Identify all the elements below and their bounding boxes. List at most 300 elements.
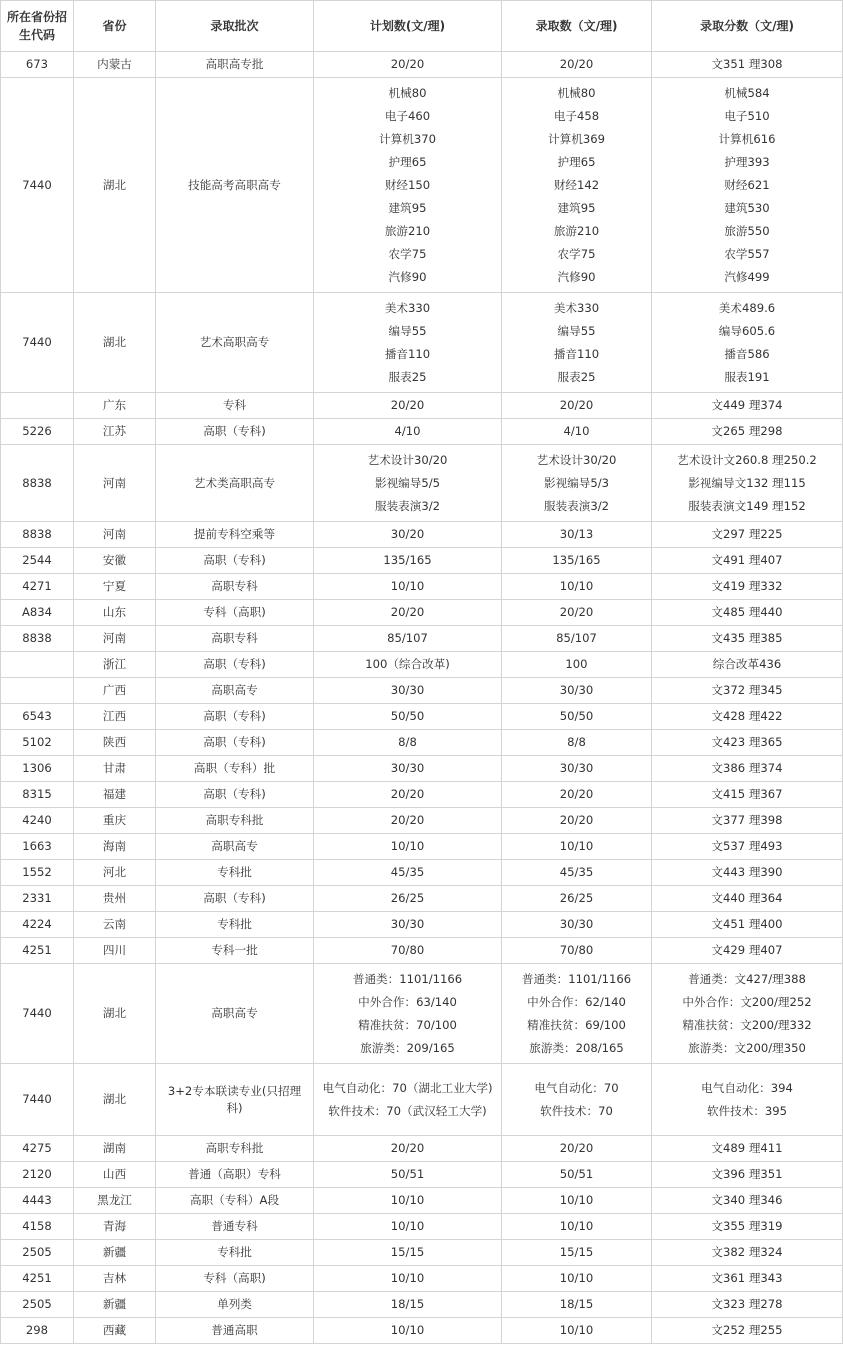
score-line: 文372 理345 bbox=[711, 683, 783, 697]
table-row bbox=[1, 419, 843, 445]
plan-line: 10/10 bbox=[390, 1323, 425, 1337]
cell-plan bbox=[314, 52, 502, 78]
admitted-line: 30/30 bbox=[559, 761, 594, 775]
admitted-line: 10/10 bbox=[559, 579, 594, 593]
table-row bbox=[1, 52, 843, 78]
plan-line: 10/10 bbox=[390, 1219, 425, 1233]
cell-score bbox=[652, 1240, 843, 1266]
table-row bbox=[1, 1064, 843, 1136]
cell-admitted bbox=[502, 419, 652, 445]
cell-batch: 专科 bbox=[156, 393, 314, 419]
cell-score bbox=[652, 808, 843, 834]
cell-code: 4271 bbox=[1, 574, 74, 600]
cell-score bbox=[652, 730, 843, 756]
cell-code: 1552 bbox=[1, 860, 74, 886]
table-body bbox=[1, 52, 843, 1344]
cell-province: 宁夏 bbox=[74, 574, 156, 600]
plan-line: 普通类：1101/1166 bbox=[352, 971, 463, 986]
cell-code: 4224 bbox=[1, 912, 74, 938]
cell-batch: 普通高职 bbox=[156, 1318, 314, 1344]
cell-province: 河南 bbox=[74, 522, 156, 548]
admitted-line: 普通类：1101/1166 bbox=[521, 971, 632, 986]
score-line: 汽修499 bbox=[724, 269, 770, 284]
plan-line: 45/35 bbox=[390, 865, 425, 879]
cell-score bbox=[652, 393, 843, 419]
cell-plan bbox=[314, 78, 502, 293]
cell-code: 4275 bbox=[1, 1136, 74, 1162]
cell-code: 2544 bbox=[1, 548, 74, 574]
cell-province: 吉林 bbox=[74, 1266, 156, 1292]
score-line: 文443 理390 bbox=[711, 865, 783, 879]
admitted-line: 20/20 bbox=[559, 57, 594, 71]
cell-code: 4240 bbox=[1, 808, 74, 834]
plan-line: 10/10 bbox=[390, 1193, 425, 1207]
plan-line: 旅游210 bbox=[384, 223, 431, 238]
cell-province: 福建 bbox=[74, 782, 156, 808]
admitted-line: 财经142 bbox=[553, 177, 600, 192]
cell-plan bbox=[314, 782, 502, 808]
cell-score bbox=[652, 886, 843, 912]
cell-admitted bbox=[502, 1214, 652, 1240]
cell-province: 江苏 bbox=[74, 419, 156, 445]
cell-score bbox=[652, 1162, 843, 1188]
cell-admitted bbox=[502, 1266, 652, 1292]
cell-code: 4158 bbox=[1, 1214, 74, 1240]
cell-admitted bbox=[502, 293, 652, 393]
cell-province: 海南 bbox=[74, 834, 156, 860]
cell-admitted bbox=[502, 912, 652, 938]
plan-line: 农学75 bbox=[388, 246, 427, 261]
header-code: 所在省份招生代码 bbox=[1, 1, 74, 52]
score-line: 文423 理365 bbox=[711, 735, 783, 749]
admitted-line: 135/165 bbox=[552, 553, 601, 567]
cell-code: 7440 bbox=[1, 1064, 74, 1136]
cell-batch: 高职高专 bbox=[156, 678, 314, 704]
admitted-line: 电气自动化：70 bbox=[534, 1080, 619, 1095]
cell-batch: 专科批 bbox=[156, 1240, 314, 1266]
score-line: 普通类：文427/理388 bbox=[688, 971, 806, 986]
plan-line: 软件技术：70（武汉轻工大学) bbox=[328, 1103, 487, 1118]
table-row bbox=[1, 1136, 843, 1162]
cell-plan bbox=[314, 730, 502, 756]
plan-line: 电子460 bbox=[384, 108, 431, 123]
cell-province: 河北 bbox=[74, 860, 156, 886]
cell-admitted bbox=[502, 574, 652, 600]
cell-province: 新疆 bbox=[74, 1240, 156, 1266]
cell-batch: 专科批 bbox=[156, 860, 314, 886]
plan-line: 影视编导5/5 bbox=[374, 475, 441, 490]
table-row bbox=[1, 730, 843, 756]
score-line: 播音586 bbox=[724, 346, 770, 361]
cell-code: 2505 bbox=[1, 1240, 74, 1266]
cell-admitted bbox=[502, 1064, 652, 1136]
table-row bbox=[1, 600, 843, 626]
admitted-line: 护理65 bbox=[557, 154, 596, 169]
cell-admitted bbox=[502, 52, 652, 78]
table-row bbox=[1, 704, 843, 730]
plan-line: 中外合作：63/140 bbox=[358, 994, 457, 1009]
plan-line: 18/15 bbox=[390, 1297, 425, 1311]
table-row bbox=[1, 782, 843, 808]
cell-score bbox=[652, 782, 843, 808]
cell-admitted bbox=[502, 938, 652, 964]
cell-admitted bbox=[502, 886, 652, 912]
table-row bbox=[1, 626, 843, 652]
score-line: 文440 理364 bbox=[711, 891, 783, 905]
cell-score bbox=[652, 574, 843, 600]
cell-batch: 高职专科 bbox=[156, 626, 314, 652]
admitted-line: 机械80 bbox=[557, 85, 596, 100]
plan-line: 计算机370 bbox=[379, 131, 436, 146]
cell-plan bbox=[314, 445, 502, 522]
cell-plan bbox=[314, 1318, 502, 1344]
cell-score bbox=[652, 419, 843, 445]
score-line: 电子510 bbox=[724, 108, 770, 123]
plan-line: 播音110 bbox=[384, 346, 431, 361]
cell-batch: 专科（高职) bbox=[156, 1266, 314, 1292]
cell-province: 河南 bbox=[74, 445, 156, 522]
cell-batch: 高职（专科) bbox=[156, 548, 314, 574]
cell-score bbox=[652, 78, 843, 293]
cell-score bbox=[652, 1136, 843, 1162]
cell-plan bbox=[314, 1064, 502, 1136]
cell-plan bbox=[314, 652, 502, 678]
cell-code: 4251 bbox=[1, 1266, 74, 1292]
cell-code: 4251 bbox=[1, 938, 74, 964]
plan-line: 30/30 bbox=[390, 917, 425, 931]
admitted-line: 30/13 bbox=[559, 527, 594, 541]
cell-province: 云南 bbox=[74, 912, 156, 938]
score-line: 文382 理324 bbox=[711, 1245, 783, 1259]
cell-batch: 高职专科 bbox=[156, 574, 314, 600]
cell-code bbox=[1, 393, 74, 419]
cell-code: 298 bbox=[1, 1318, 74, 1344]
cell-admitted bbox=[502, 730, 652, 756]
cell-province: 山东 bbox=[74, 600, 156, 626]
plan-line: 旅游类：209/165 bbox=[360, 1040, 455, 1055]
cell-batch: 技能高考高职高专 bbox=[156, 78, 314, 293]
score-line: 文355 理319 bbox=[711, 1219, 783, 1233]
table-row bbox=[1, 1214, 843, 1240]
score-line: 旅游类：文200/理350 bbox=[688, 1040, 806, 1055]
admitted-line: 8/8 bbox=[567, 735, 586, 749]
admitted-line: 软件技术：70 bbox=[540, 1103, 613, 1118]
score-line: 文485 理440 bbox=[711, 605, 783, 619]
table-row bbox=[1, 964, 843, 1064]
plan-line: 30/30 bbox=[390, 683, 425, 697]
admitted-line: 中外合作：62/140 bbox=[527, 994, 626, 1009]
admitted-line: 20/20 bbox=[559, 813, 594, 827]
score-line: 艺术设计文260.8 理250.2 bbox=[677, 452, 817, 467]
cell-code: 8838 bbox=[1, 626, 74, 652]
admitted-line: 50/50 bbox=[559, 709, 594, 723]
table-row bbox=[1, 1162, 843, 1188]
cell-province: 湖北 bbox=[74, 964, 156, 1064]
plan-line: 20/20 bbox=[390, 605, 425, 619]
score-line: 建筑530 bbox=[724, 200, 770, 215]
score-line: 农学557 bbox=[724, 246, 770, 261]
cell-admitted bbox=[502, 522, 652, 548]
plan-line: 30/20 bbox=[390, 527, 425, 541]
cell-plan bbox=[314, 626, 502, 652]
table-row bbox=[1, 1292, 843, 1318]
admitted-line: 10/10 bbox=[559, 839, 594, 853]
plan-line: 4/10 bbox=[394, 424, 421, 438]
admitted-line: 20/20 bbox=[559, 787, 594, 801]
header-row bbox=[1, 1, 843, 52]
cell-plan bbox=[314, 1292, 502, 1318]
admitted-line: 10/10 bbox=[559, 1271, 594, 1285]
plan-line: 20/20 bbox=[390, 813, 425, 827]
admitted-line: 影视编导5/3 bbox=[543, 475, 610, 490]
score-line: 文340 理346 bbox=[711, 1193, 783, 1207]
cell-province: 浙江 bbox=[74, 652, 156, 678]
plan-line: 财经150 bbox=[384, 177, 431, 192]
admitted-line: 10/10 bbox=[559, 1323, 594, 1337]
cell-batch: 高职（专科) bbox=[156, 730, 314, 756]
cell-code bbox=[1, 678, 74, 704]
score-line: 服装表演文149 理152 bbox=[688, 498, 806, 513]
admitted-line: 50/51 bbox=[559, 1167, 594, 1181]
cell-admitted bbox=[502, 1240, 652, 1266]
plan-line: 护理65 bbox=[388, 154, 427, 169]
cell-score bbox=[652, 834, 843, 860]
admitted-line: 旅游类：208/165 bbox=[529, 1040, 624, 1055]
score-line: 旅游550 bbox=[724, 223, 770, 238]
cell-province: 新疆 bbox=[74, 1292, 156, 1318]
score-line: 文449 理374 bbox=[711, 398, 783, 412]
cell-score bbox=[652, 1318, 843, 1344]
cell-score bbox=[652, 1266, 843, 1292]
score-line: 财经621 bbox=[724, 177, 770, 192]
table-row bbox=[1, 834, 843, 860]
cell-plan bbox=[314, 834, 502, 860]
plan-line: 85/107 bbox=[387, 631, 428, 645]
plan-line: 135/165 bbox=[383, 553, 432, 567]
plan-line: 服表25 bbox=[388, 369, 427, 384]
table-row bbox=[1, 293, 843, 393]
cell-batch: 普通（高职）专科 bbox=[156, 1162, 314, 1188]
admitted-line: 美术330 bbox=[553, 300, 600, 315]
score-line: 电气自动化：394 bbox=[701, 1080, 793, 1095]
admitted-line: 20/20 bbox=[559, 605, 594, 619]
cell-admitted bbox=[502, 756, 652, 782]
cell-plan bbox=[314, 419, 502, 445]
cell-province: 湖北 bbox=[74, 1064, 156, 1136]
cell-admitted bbox=[502, 808, 652, 834]
plan-line: 20/20 bbox=[390, 57, 425, 71]
score-line: 中外合作：文200/理252 bbox=[682, 994, 812, 1009]
cell-batch: 高职（专科) bbox=[156, 704, 314, 730]
cell-admitted bbox=[502, 964, 652, 1064]
score-line: 软件技术：395 bbox=[706, 1103, 788, 1118]
cell-province: 陕西 bbox=[74, 730, 156, 756]
cell-code: 7440 bbox=[1, 78, 74, 293]
admitted-line: 30/30 bbox=[559, 917, 594, 931]
plan-line: 建筑95 bbox=[388, 200, 427, 215]
score-line: 文323 理278 bbox=[711, 1297, 783, 1311]
table-row bbox=[1, 678, 843, 704]
plan-line: 电气自动化：70（湖北工业大学) bbox=[322, 1080, 493, 1095]
score-line: 文419 理332 bbox=[711, 579, 783, 593]
plan-line: 机械80 bbox=[388, 85, 427, 100]
cell-code: 8315 bbox=[1, 782, 74, 808]
cell-admitted bbox=[502, 704, 652, 730]
cell-batch: 3+2专本联读专业(只招理科) bbox=[156, 1064, 314, 1136]
cell-province: 重庆 bbox=[74, 808, 156, 834]
cell-admitted bbox=[502, 445, 652, 522]
table-row bbox=[1, 1266, 843, 1292]
cell-plan bbox=[314, 1162, 502, 1188]
cell-admitted bbox=[502, 626, 652, 652]
admitted-line: 农学75 bbox=[557, 246, 596, 261]
cell-batch: 高职专科批 bbox=[156, 808, 314, 834]
header-plan: 计划数(文/理) bbox=[314, 1, 502, 52]
cell-score bbox=[652, 626, 843, 652]
header-batch: 录取批次 bbox=[156, 1, 314, 52]
score-line: 文265 理298 bbox=[711, 424, 783, 438]
cell-province: 甘肃 bbox=[74, 756, 156, 782]
admitted-line: 15/15 bbox=[559, 1245, 594, 1259]
cell-admitted bbox=[502, 834, 652, 860]
cell-score bbox=[652, 548, 843, 574]
score-line: 文491 理407 bbox=[711, 553, 783, 567]
cell-province: 青海 bbox=[74, 1214, 156, 1240]
plan-line: 10/10 bbox=[390, 839, 425, 853]
cell-batch: 高职（专科）A段 bbox=[156, 1188, 314, 1214]
plan-line: 100（综合改革) bbox=[365, 657, 450, 671]
score-line: 计算机616 bbox=[718, 131, 776, 146]
score-line: 文297 理225 bbox=[711, 527, 783, 541]
cell-province: 安徽 bbox=[74, 548, 156, 574]
score-line: 文435 理385 bbox=[711, 631, 783, 645]
plan-line: 15/15 bbox=[390, 1245, 425, 1259]
cell-plan bbox=[314, 964, 502, 1064]
admitted-line: 18/15 bbox=[559, 1297, 594, 1311]
cell-score bbox=[652, 293, 843, 393]
plan-line: 8/8 bbox=[398, 735, 417, 749]
table-row bbox=[1, 886, 843, 912]
score-line: 综合改革436 bbox=[712, 657, 782, 671]
table-row bbox=[1, 574, 843, 600]
cell-province: 山西 bbox=[74, 1162, 156, 1188]
cell-batch: 专科（高职) bbox=[156, 600, 314, 626]
table-row bbox=[1, 912, 843, 938]
score-line: 服表191 bbox=[724, 369, 770, 384]
admitted-line: 85/107 bbox=[556, 631, 597, 645]
cell-admitted bbox=[502, 1188, 652, 1214]
table-row bbox=[1, 393, 843, 419]
score-line: 机械584 bbox=[724, 85, 770, 100]
cell-batch: 高职（专科) bbox=[156, 886, 314, 912]
table-row bbox=[1, 1188, 843, 1214]
admitted-line: 45/35 bbox=[559, 865, 594, 879]
admitted-line: 电子458 bbox=[553, 108, 600, 123]
cell-batch: 艺术高职高专 bbox=[156, 293, 314, 393]
table-row bbox=[1, 78, 843, 293]
cell-province: 广西 bbox=[74, 678, 156, 704]
score-line: 文429 理407 bbox=[711, 943, 783, 957]
plan-line: 艺术设计30/20 bbox=[367, 452, 448, 467]
cell-plan bbox=[314, 574, 502, 600]
cell-admitted bbox=[502, 600, 652, 626]
admitted-line: 20/20 bbox=[559, 1141, 594, 1155]
score-line: 文377 理398 bbox=[711, 813, 783, 827]
cell-province: 黑龙江 bbox=[74, 1188, 156, 1214]
plan-line: 20/20 bbox=[390, 787, 425, 801]
plan-line: 26/25 bbox=[390, 891, 425, 905]
cell-plan bbox=[314, 912, 502, 938]
cell-score bbox=[652, 964, 843, 1064]
admitted-line: 10/10 bbox=[559, 1193, 594, 1207]
cell-code: 7440 bbox=[1, 964, 74, 1064]
admitted-line: 编导55 bbox=[557, 323, 596, 338]
score-line: 文489 理411 bbox=[711, 1141, 783, 1155]
admitted-line: 30/30 bbox=[559, 683, 594, 697]
cell-score bbox=[652, 1064, 843, 1136]
plan-line: 10/10 bbox=[390, 579, 425, 593]
admitted-line: 汽修90 bbox=[557, 269, 596, 284]
cell-score bbox=[652, 52, 843, 78]
cell-admitted bbox=[502, 393, 652, 419]
cell-batch: 专科一批 bbox=[156, 938, 314, 964]
cell-plan bbox=[314, 393, 502, 419]
cell-batch: 高职专科批 bbox=[156, 1136, 314, 1162]
cell-province: 内蒙古 bbox=[74, 52, 156, 78]
header-score: 录取分数（文/理) bbox=[652, 1, 843, 52]
cell-code: 1306 bbox=[1, 756, 74, 782]
header-admitted: 录取数（文/理) bbox=[502, 1, 652, 52]
cell-score bbox=[652, 1292, 843, 1318]
cell-code: 5226 bbox=[1, 419, 74, 445]
cell-score bbox=[652, 652, 843, 678]
cell-admitted bbox=[502, 678, 652, 704]
cell-province: 湖北 bbox=[74, 293, 156, 393]
cell-province: 湖北 bbox=[74, 78, 156, 293]
cell-plan bbox=[314, 548, 502, 574]
plan-line: 70/80 bbox=[390, 943, 425, 957]
score-line: 文396 理351 bbox=[711, 1167, 783, 1181]
plan-line: 汽修90 bbox=[388, 269, 427, 284]
score-line: 精准扶贫：文200/理332 bbox=[682, 1017, 812, 1032]
cell-batch: 高职（专科) bbox=[156, 419, 314, 445]
score-line: 文252 理255 bbox=[711, 1323, 783, 1337]
table-row bbox=[1, 1318, 843, 1344]
cell-plan bbox=[314, 600, 502, 626]
admitted-line: 服装表演3/2 bbox=[543, 498, 610, 513]
header-province: 省份 bbox=[74, 1, 156, 52]
cell-code: 8838 bbox=[1, 522, 74, 548]
cell-code: 2331 bbox=[1, 886, 74, 912]
plan-line: 20/20 bbox=[390, 398, 425, 412]
cell-score bbox=[652, 1214, 843, 1240]
cell-admitted bbox=[502, 782, 652, 808]
table-row bbox=[1, 445, 843, 522]
admitted-line: 建筑95 bbox=[557, 200, 596, 215]
score-line: 文415 理367 bbox=[711, 787, 783, 801]
cell-code bbox=[1, 652, 74, 678]
score-line: 美术489.6 bbox=[718, 300, 776, 315]
cell-score bbox=[652, 860, 843, 886]
cell-province: 湖南 bbox=[74, 1136, 156, 1162]
admitted-line: 70/80 bbox=[559, 943, 594, 957]
cell-batch: 高职高专批 bbox=[156, 52, 314, 78]
admitted-line: 26/25 bbox=[559, 891, 594, 905]
score-line: 护理393 bbox=[724, 154, 770, 169]
cell-admitted bbox=[502, 860, 652, 886]
cell-score bbox=[652, 938, 843, 964]
admitted-line: 10/10 bbox=[559, 1219, 594, 1233]
